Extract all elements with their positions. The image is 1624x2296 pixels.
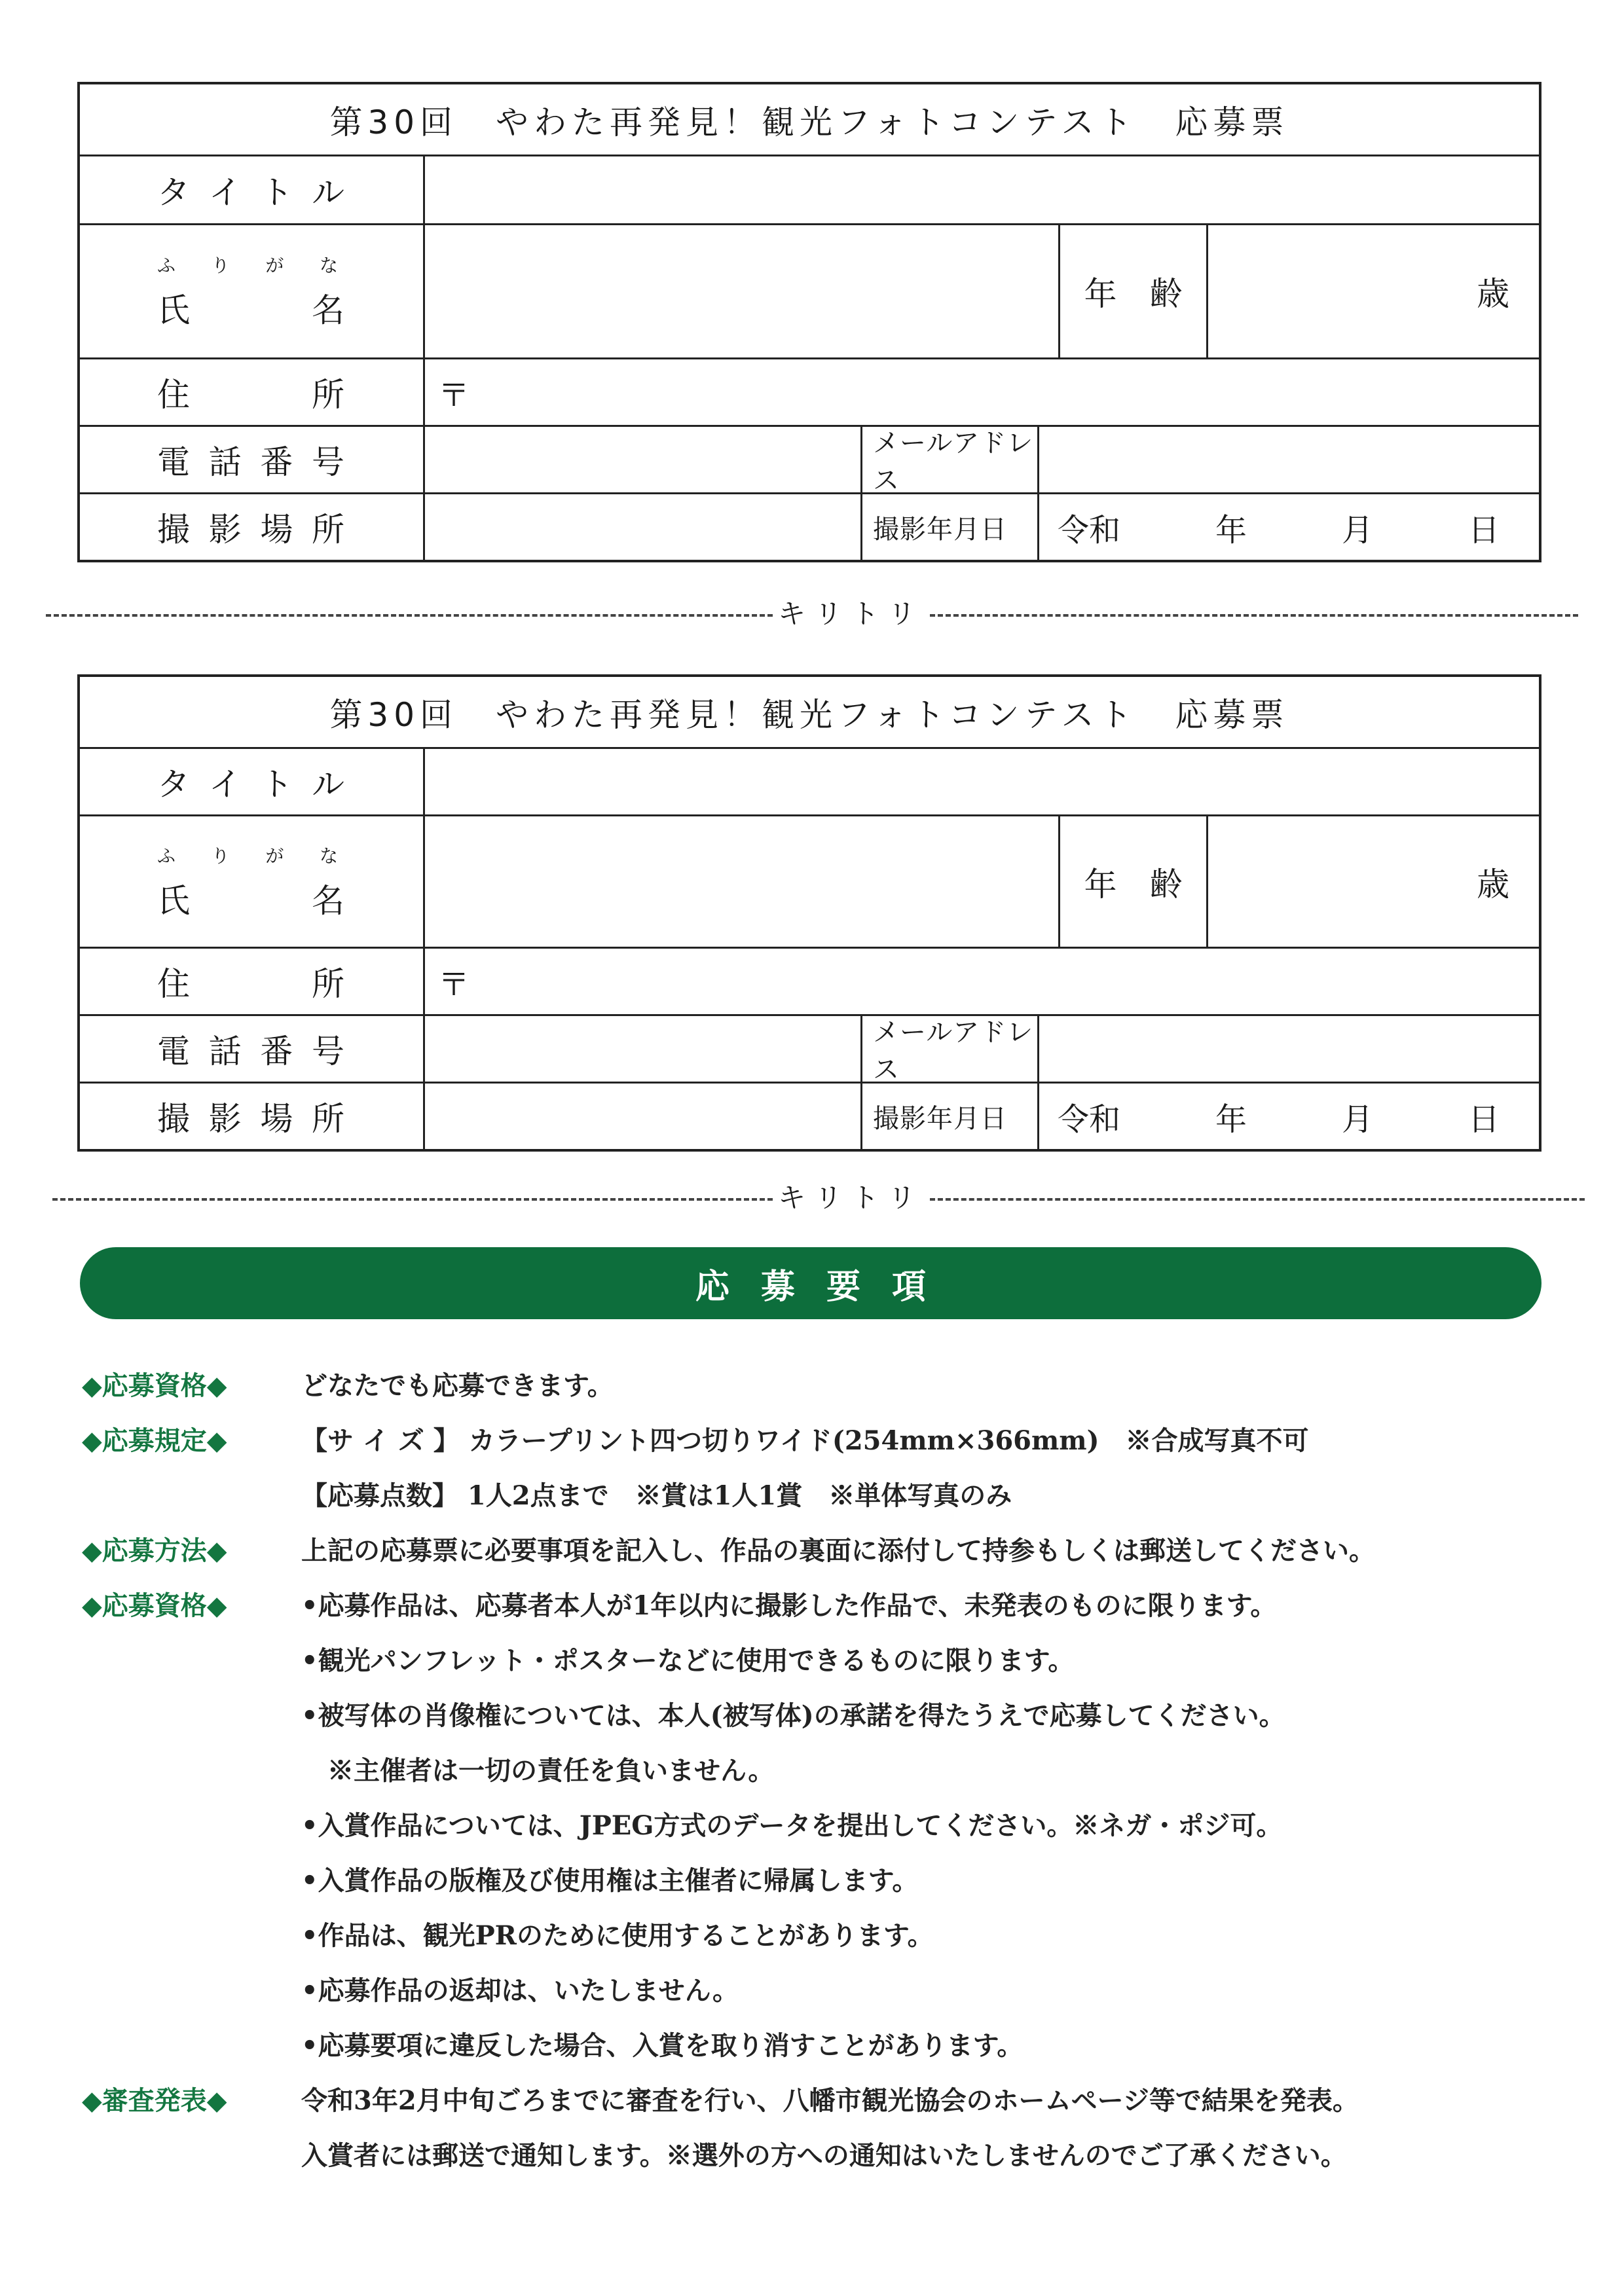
item-key: ◆応募資格◆ xyxy=(82,1590,227,1621)
list-item xyxy=(82,1798,1562,1853)
title-field[interactable] xyxy=(423,749,1539,814)
list-item xyxy=(82,1688,1562,1743)
age-unit: 歳 xyxy=(1477,275,1509,313)
phone-field[interactable] xyxy=(423,1016,860,1082)
item-text: ※主催者は一切の責任を負いません。 xyxy=(301,1755,775,1786)
shoot-date-field[interactable]: 令和 年 月 日 xyxy=(1037,1084,1539,1149)
list-item xyxy=(82,1853,1562,1908)
item-key: ◆応募資格◆ xyxy=(82,1370,227,1401)
age-label: 年 齢 xyxy=(1058,225,1206,357)
item-text: 令和3年2月中旬ごろまでに審査を行い、八幡市観光協会のホームページ等で結果を発表。 xyxy=(301,2085,1359,2116)
address-label: 住 所 xyxy=(157,376,344,414)
list-item xyxy=(82,1578,1562,1633)
cut-label: キリトリ xyxy=(776,1178,927,1218)
address-label: 住 所 xyxy=(157,965,344,1003)
list-item xyxy=(82,1413,1562,1468)
location-field[interactable] xyxy=(423,494,860,560)
list-item xyxy=(82,1743,1562,1798)
name-label: ふ り が な 氏 名 xyxy=(80,816,423,947)
address-field[interactable] xyxy=(423,949,1539,1014)
item-text: •入賞作品の版権及び使用権は主催者に帰属します。 xyxy=(301,1865,919,1896)
item-text: 上記の応募票に必要事項を記入し、作品の裏面に添付して持参もしくは郵送してください。 xyxy=(301,1535,1375,1566)
name-row xyxy=(80,225,1539,359)
location-label: 撮 影 場 所 xyxy=(157,511,344,549)
item-text: •応募要項に違反した場合、入賞を取り消すことがあります。 xyxy=(301,2030,1024,2061)
item-text: 入賞者には郵送で通知します。※選外の方への通知はいたしませんのでご了承ください。 xyxy=(301,2140,1347,2171)
item-key: ◆応募方法◆ xyxy=(82,1535,227,1566)
title-label: タ イ ト ル xyxy=(157,765,344,803)
item-text: •被写体の肖像権については、本人(被写体)の承諾を得たうえで応募してください。 xyxy=(301,1700,1285,1731)
email-field[interactable] xyxy=(1037,427,1539,492)
address-row xyxy=(80,949,1539,1016)
phone-row xyxy=(80,1016,1539,1084)
list-item xyxy=(82,1523,1562,1578)
email-field[interactable] xyxy=(1037,1016,1539,1082)
cut-label: キリトリ xyxy=(776,594,927,634)
form-title-row xyxy=(80,677,1539,749)
section-banner xyxy=(80,1247,1541,1319)
phone-label: 電 話 番 号 xyxy=(157,1032,344,1070)
email-label: メールアドレス xyxy=(860,1016,1037,1082)
list-item xyxy=(82,2018,1562,2073)
age-unit: 歳 xyxy=(1477,865,1509,903)
item-text: 【サ イ ズ 】 カラープリント四つ切りワイド(254mm×366mm) ※合成写真不可 xyxy=(301,1425,1309,1456)
item-key: ◆審査発表◆ xyxy=(82,2085,227,2116)
title-label: タ イ ト ル xyxy=(157,173,344,211)
list-item xyxy=(82,1468,1562,1523)
item-text: •応募作品の返却は、いたしません。 xyxy=(301,1975,739,2006)
shoot-date-label: 撮影年月日 xyxy=(860,494,1037,560)
title-row xyxy=(80,749,1539,816)
name-field[interactable] xyxy=(423,816,1058,947)
shoot-date-field[interactable]: 令和 年 月 日 xyxy=(1037,494,1539,560)
location-row xyxy=(80,1084,1539,1149)
section-title: 応募要項 xyxy=(695,1266,957,1307)
phone-row xyxy=(80,427,1539,494)
furigana-label: ふ り が な xyxy=(157,255,338,276)
cut-line-2 xyxy=(46,1178,1578,1218)
postal-mark: 〒 xyxy=(438,376,470,414)
list-item xyxy=(82,2128,1562,2183)
age-label: 年 齢 xyxy=(1058,816,1206,947)
cut-line-1 xyxy=(46,594,1578,634)
item-text: どなたでも応募できます。 xyxy=(301,1370,614,1401)
list-item xyxy=(82,1908,1562,1963)
form-title: 第30回 やわた再発見！観光フォトコンテスト 応募票 xyxy=(329,103,1289,141)
item-text: •入賞作品については、JPEG方式のデータを提出してください。※ネガ・ポジ可。 xyxy=(301,1810,1283,1841)
item-text: •応募作品は、応募者本人が1年以内に撮影した作品で、未発表のものに限ります。 xyxy=(301,1590,1277,1621)
age-field[interactable] xyxy=(1206,816,1539,947)
location-label: 撮 影 場 所 xyxy=(157,1100,344,1138)
requirements-list xyxy=(82,1358,1562,2183)
address-row xyxy=(80,359,1539,427)
entry-form-1 xyxy=(77,82,1541,562)
list-item xyxy=(82,1963,1562,2018)
email-label: メールアドレス xyxy=(860,427,1037,492)
list-item xyxy=(82,2073,1562,2128)
item-text: •作品は、観光PRのために使用することがあります。 xyxy=(301,1920,934,1951)
phone-label: 電 話 番 号 xyxy=(157,443,344,481)
age-field[interactable] xyxy=(1206,225,1539,357)
address-field[interactable] xyxy=(423,359,1539,425)
name-field[interactable] xyxy=(423,225,1058,357)
location-field[interactable] xyxy=(423,1084,860,1149)
item-text: •観光パンフレット・ポスターなどに使用できるものに限ります。 xyxy=(301,1645,1075,1676)
item-text: 【応募点数】 1人2点まで ※賞は1人1賞 ※単体写真のみ xyxy=(301,1480,1012,1511)
furigana-label: ふ り が な xyxy=(157,845,338,867)
list-item xyxy=(82,1358,1562,1413)
list-item xyxy=(82,1633,1562,1688)
name-row xyxy=(80,816,1539,949)
form-title: 第30回 やわた再発見！観光フォトコンテスト 応募票 xyxy=(329,695,1289,734)
postal-mark: 〒 xyxy=(438,966,470,1003)
location-row xyxy=(80,494,1539,560)
phone-field[interactable] xyxy=(423,427,860,492)
name-label: ふ り が な 氏 名 xyxy=(80,225,423,357)
title-field[interactable] xyxy=(423,156,1539,223)
item-key: ◆応募規定◆ xyxy=(82,1425,227,1456)
title-row xyxy=(80,156,1539,225)
form-title-row xyxy=(80,84,1539,156)
shoot-date-label: 撮影年月日 xyxy=(860,1084,1037,1149)
entry-form-2 xyxy=(77,674,1541,1152)
